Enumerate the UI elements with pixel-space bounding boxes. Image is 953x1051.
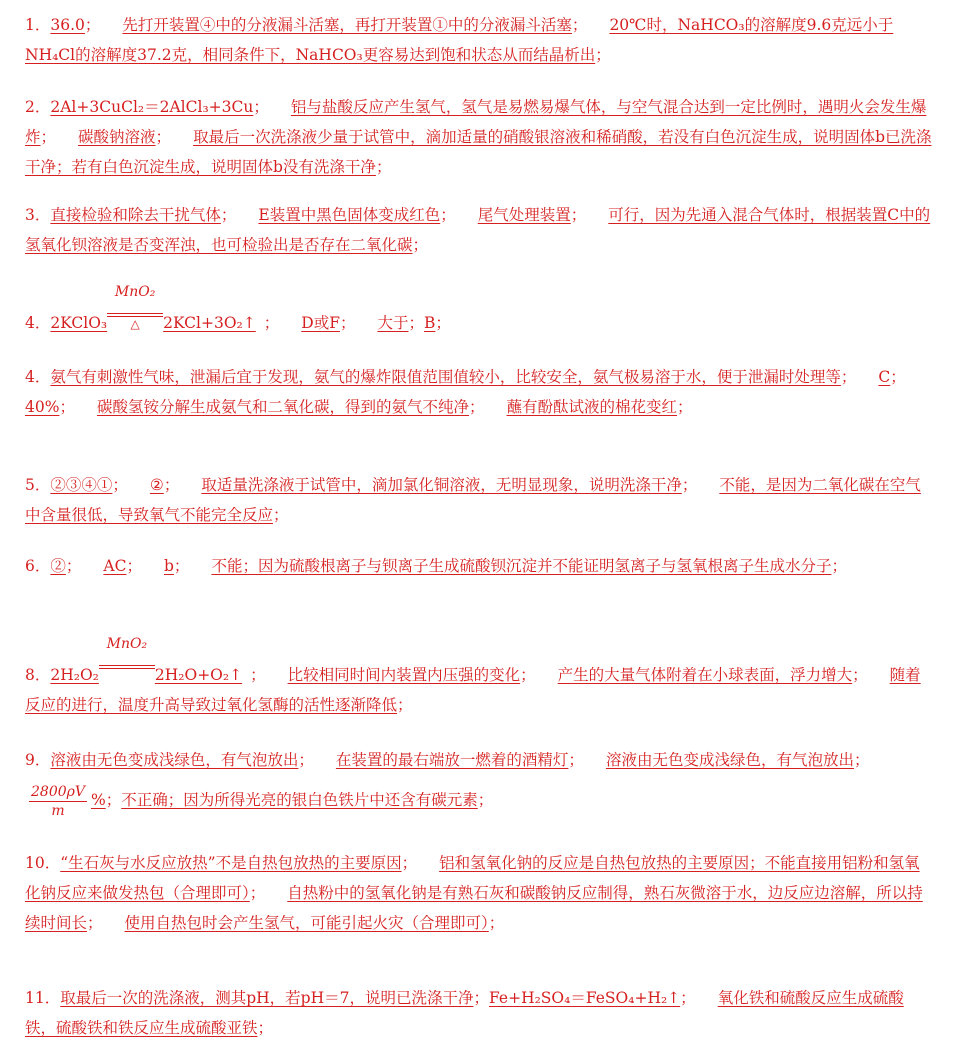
separator: ； [440, 206, 456, 224]
answer-text: D或F [301, 314, 340, 332]
answer-text: Fe+H₂SO₄＝FeSO₄+H₂↑ [489, 989, 681, 1007]
separator: ； [401, 854, 418, 872]
separator: ； [412, 236, 429, 254]
answer-text: 在装置的最右端放一燃着的酒精灯 [335, 751, 569, 769]
answer-text: 直接检验和除去干扰气体 [50, 206, 221, 224]
answer-q11 [25, 983, 933, 1043]
answer-text: ② [50, 557, 66, 575]
answer-text: 20℃时，NaHCO₃的溶解度9.6克远小于NH₄Cl的溶解度37.2克，相同条件下，NaHCO₃更容易达到饱和状态从而结晶析出 [25, 16, 894, 64]
separator: ； [87, 914, 103, 932]
fraction-denominator: m [51, 802, 65, 819]
separator: ； [253, 98, 269, 116]
answer-text: 蘸有酚酞试液的棉花变红 [506, 398, 678, 416]
separator: ； [831, 557, 847, 575]
separator: ； [112, 476, 128, 494]
separator: ； [397, 696, 413, 714]
separator: ； [263, 314, 280, 332]
percent-sign: % [90, 791, 106, 809]
separator: 9． [25, 751, 51, 769]
answer-text: 溶液由无色变成浅绿色，有气泡放出 [605, 751, 854, 769]
separator: ； [520, 666, 536, 684]
separator: ； [468, 398, 485, 416]
equation-left: 2KClO₃ [50, 314, 108, 332]
answer-text: ②③④① [50, 476, 113, 494]
answer-text: 随着反应的进行，温度升高导致过氧化氢酶的活性逐渐降低 [25, 666, 921, 714]
separator: ； [173, 557, 190, 575]
answer-text: 铝与盐酸反应产生氢气，氢气是易燃易爆气体，与空气混合达到一定比例时，遇明火会发生爆炸 [25, 98, 927, 146]
answer-text: 碳酸氢铵分解生成氨气和二氧化碳，得到的氨气不纯净 [96, 398, 469, 416]
separator: ； [273, 506, 289, 524]
answer-q10 [25, 848, 933, 938]
separator: 11． [25, 989, 61, 1007]
answer-text: 不能；因为硫酸根离子与钡离子生成硫酸钡沉淀并不能证明氢离子与氢氧根离子生成水分子 [211, 557, 832, 575]
answer-text: 比较相同时间内装置内压强的变化 [287, 666, 521, 684]
answer-text: B [424, 314, 436, 332]
separator: ； [375, 158, 392, 176]
separator: ； [571, 16, 588, 34]
answer-text: 不正确；因为所得光亮的银白色铁片中还含有碳元素 [121, 791, 478, 809]
reaction-condition [107, 284, 163, 331]
equation-right: 2H₂O+O₂↑ [154, 666, 243, 684]
answer-text: b [163, 557, 174, 575]
fraction-numerator: 2800ρV [31, 783, 85, 800]
answer-text: 氨气有刺激性气味，泄漏后宜于发现，氨气的爆炸限值范围值较小，比较安全，氨气极易溶于水，便于泄漏时处理等 [50, 368, 841, 386]
separator: ； [126, 557, 142, 575]
answer-text: 不能，是因为二氧化碳在空气中含量很低，导致氧气不能完全反应 [25, 476, 921, 524]
answer-text: 2Al+3CuCl₂＝2AlCl₃+3Cu [50, 98, 254, 116]
answer-text: 碳酸钠溶液 [78, 128, 156, 146]
separator: ； [677, 398, 693, 416]
separator: 1． [25, 16, 51, 34]
separator: ； [339, 314, 356, 332]
separator: ； [40, 128, 57, 146]
catalyst-label: MnO₂ [106, 636, 148, 652]
fraction [29, 783, 87, 820]
separator: ； [249, 884, 266, 902]
separator: ； [163, 476, 180, 494]
separator: ； [65, 557, 82, 575]
answer-text: ② [149, 476, 164, 494]
separator: ； [408, 314, 424, 332]
separator: ； [105, 791, 122, 809]
answer-q8 [25, 636, 933, 720]
answer-q5 [25, 470, 933, 530]
separator: ； [680, 989, 696, 1007]
equals-bar [99, 665, 155, 669]
answer-q9 [25, 740, 933, 820]
separator: ； [250, 666, 266, 684]
answer-text: 可行，因为先通入混合气体时，根据装置C中的氢氧化钡溶液是否变浑浊，也可检验出是否存在二氧化碳 [25, 206, 931, 254]
separator: ； [477, 791, 494, 809]
separator: 5． [25, 476, 51, 494]
answer-text: 先打开装置④中的分液漏斗活塞，再打开装置①中的分液漏斗活塞 [122, 16, 572, 34]
reaction-condition [99, 636, 155, 680]
answer-q6 [25, 551, 933, 581]
answer-text: 取适量洗涤液于试管中，滴加氯化铜溶液，无明显现象，说明洗涤干净 [201, 476, 682, 494]
separator: ； [568, 751, 584, 769]
answer-text: 36.0 [50, 16, 85, 34]
answer-text: 溶液由无色变成浅绿色，有气泡放出 [50, 751, 299, 769]
answer-text: C [878, 368, 891, 386]
answer-text: “生石灰与水反应放热”不是自热包放热的主要原因 [60, 854, 402, 872]
heat-label: △ [130, 317, 140, 331]
catalyst-label: MnO₂ [114, 284, 156, 300]
question-number: 4． [25, 314, 51, 332]
separator: ； [890, 368, 906, 386]
separator: ； [257, 1019, 274, 1037]
separator: ； [298, 751, 314, 769]
equation-left: 2H₂O₂ [50, 666, 99, 684]
answer-q1 [25, 10, 933, 70]
separator: ； [488, 914, 505, 932]
answer-text: 尾气处理装置 [477, 206, 571, 224]
separator: ； [220, 206, 237, 224]
answer-q4 [25, 362, 933, 422]
answer-q4-equation [25, 284, 933, 338]
separator: ； [570, 206, 587, 224]
question-number: 8． [25, 666, 51, 684]
separator: ； [852, 666, 868, 684]
equation-right: 2KCl+3O₂↑ [163, 314, 256, 332]
separator: 4． [25, 368, 51, 386]
answer-text: 大于 [377, 314, 409, 332]
answer-text: 氧化铁和硫酸反应生成硫酸铁，硫酸铁和铁反应生成硫酸亚铁 [25, 989, 904, 1037]
separator: ； [840, 368, 857, 386]
separator: ； [595, 46, 611, 64]
separator: ； [681, 476, 698, 494]
answer-text: 产生的大量气体附着在小球表面，浮力增大 [557, 666, 853, 684]
answer-text: 取最后一次洗涤液少量于试管中，滴加适量的硝酸银溶液和稀硝酸，若没有白色沉淀生成，说明固体b已洗涤干净；若有白色沉淀生成，说明固体b没有洗涤干净 [25, 128, 932, 176]
separator: 10． [25, 854, 61, 872]
separator: 6． [25, 557, 51, 575]
separator: 3． [25, 206, 51, 224]
answer-text: 铝和氢氧化钠的反应是自热包放热的主要原因；不能直接用铝粉和氢氧化钠反应来做发热包（合理即可） [25, 854, 920, 902]
separator: ； [155, 128, 172, 146]
separator: ； [853, 751, 870, 769]
separator: ； [84, 16, 101, 34]
answer-text: 自热粉中的氢氧化钠是有熟石灰和碳酸钠反应制得，熟石灰微溶于水，边反应边溶解，所以持续时间长 [25, 884, 923, 932]
answer-text: 取最后一次的洗涤液，测其pH，若pH＝7，说明已洗涤干净 [60, 989, 474, 1007]
answer-q3 [25, 200, 933, 260]
answer-text: 40% [25, 398, 60, 416]
answer-text: 使用自热包时会产生氢气，可能引起火灾（合理即可） [124, 914, 489, 932]
separator: 2． [25, 98, 51, 116]
separator: ； [435, 314, 451, 332]
answer-text: E装置中黑色固体变成红色 [258, 206, 441, 224]
answer-text: AC [103, 557, 127, 575]
separator: ； [473, 989, 489, 1007]
answer-q2 [25, 92, 933, 182]
separator: ； [59, 398, 75, 416]
